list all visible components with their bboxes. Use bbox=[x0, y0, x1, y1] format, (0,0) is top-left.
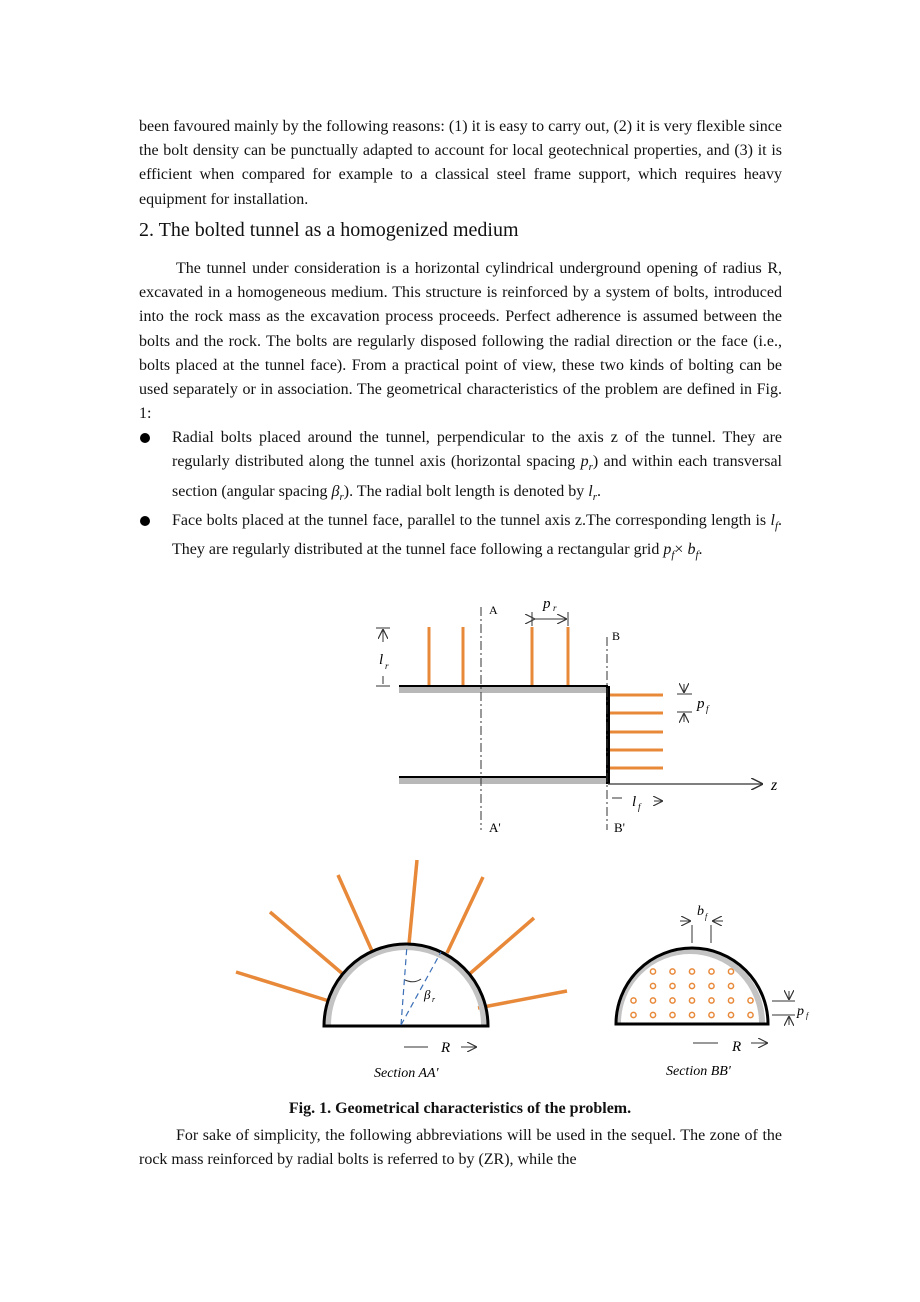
beta-sub: r bbox=[432, 995, 436, 1004]
face-bolt-dot bbox=[709, 1012, 714, 1017]
intro-paragraph: been favoured mainly by the following reasons: (1) it is easy to carry out, (2) it is very flexible since the bolt density can be punctually adapted to account for local geotechnical properties, and (3) it is efficient when compared for example to a classical steel frame support, which requires heavy equipment for installation. bbox=[139, 118, 782, 208]
face-bolt-dot bbox=[650, 1012, 655, 1017]
pr-sub: r bbox=[553, 603, 557, 613]
face-bolt-dot bbox=[748, 1012, 753, 1017]
radial-bolt bbox=[236, 972, 329, 1001]
face-bolt-dot bbox=[631, 1012, 636, 1017]
figure-caption: Fig. 1. Geometrical characteristics of the problem. bbox=[288, 1100, 632, 1117]
face-bolt-dot bbox=[650, 969, 655, 974]
label-a: A bbox=[489, 603, 498, 617]
r-label-bb: R bbox=[732, 1039, 742, 1055]
face-bolt-dot bbox=[689, 983, 694, 988]
pr-label: p bbox=[543, 596, 551, 612]
final-paragraph: For sake of simplicity, the following abbreviations will be used in the sequel. The zone of the rock mass reinforced by radial bolts is referred to by (ZR), while the bbox=[139, 1127, 782, 1169]
section-aa-view bbox=[236, 860, 567, 1081]
face-bolt-dot bbox=[709, 998, 714, 1003]
face-bolt-dot bbox=[650, 983, 655, 988]
section-aa-label: Section AA' bbox=[374, 1066, 439, 1081]
face-bolt-dot bbox=[728, 969, 733, 974]
face-bolts bbox=[610, 695, 663, 768]
face-bolt-dot bbox=[631, 998, 636, 1003]
lr-label: l bbox=[379, 652, 384, 668]
face-bolt-dot bbox=[728, 983, 733, 988]
lr-sub: r bbox=[385, 661, 389, 671]
section-aa-radial-bolts bbox=[236, 860, 567, 1008]
pf-label: p bbox=[697, 696, 705, 712]
face-bolt-dot bbox=[709, 983, 714, 988]
section-heading: 2. The bolted tunnel as a homogenized medium bbox=[139, 219, 519, 241]
face-bolt-dot bbox=[728, 1012, 733, 1017]
r-label-aa: R bbox=[441, 1040, 451, 1056]
face-bolt-dot bbox=[728, 998, 733, 1003]
section-aa-shape bbox=[324, 944, 488, 1026]
pf-sub-bb: f bbox=[806, 1011, 809, 1020]
pf-sub: f bbox=[706, 704, 709, 714]
label-a-prime: A' bbox=[489, 820, 501, 835]
section-bb-view bbox=[616, 904, 810, 1079]
longitudinal-view bbox=[376, 596, 778, 835]
section-paragraph: The tunnel under consideration is a horizontal cylindrical underground opening of radius R, excavated in a homogeneous medium. This structure is reinforced by a system of bolts, introduced into the rock mass as the excavation process proceeds. Perfect adherence is assumed between the bolts and the rock. The bolts are regularly disposed following the radial direction or the face (i.e., bolts placed at the tunnel face). From a practical point of view, these two kinds of bolting can be used separately or in association. The geometrical characteristics of the problem are defined in Fig. 1: bbox=[139, 260, 782, 423]
lf-sub: f bbox=[638, 802, 641, 812]
face-bolt-dot bbox=[689, 998, 694, 1003]
label-b: B bbox=[612, 629, 621, 643]
section-bb-label: Section BB' bbox=[666, 1064, 731, 1079]
lf-label: l bbox=[632, 794, 637, 810]
face-bolt-dot bbox=[748, 998, 753, 1003]
radial-bolt bbox=[338, 875, 372, 951]
face-bolt-dot bbox=[670, 969, 675, 974]
section-bb-bolt-grid bbox=[631, 969, 753, 1018]
z-label: z bbox=[771, 777, 778, 794]
face-bolt-dot bbox=[670, 983, 675, 988]
radial-bolt bbox=[409, 860, 417, 944]
beta-label: β bbox=[424, 987, 431, 1002]
face-bolt-dot bbox=[709, 969, 714, 974]
face-bolt-dot bbox=[650, 998, 655, 1003]
pf-label-bb: p bbox=[797, 1004, 804, 1019]
radial-bolt bbox=[447, 877, 483, 953]
face-bolt-dot bbox=[670, 1012, 675, 1017]
label-b-prime: B' bbox=[614, 820, 626, 835]
face-bolt-dot bbox=[689, 1012, 694, 1017]
bullet-item-radial-bolts: Radial bolts placed around the tunnel, perpendicular to the axis z of the tunnel. They are regularly distributed along the tunnel axis (horizontal spacing $p_r$) and within each transversal section (angular spacing $\beta_r$). The radial bolt length is denoted by $l_r$. bbox=[139, 426, 782, 509]
bf-label: b bbox=[697, 904, 704, 919]
radial-bolt bbox=[270, 912, 344, 975]
bf-sub: f bbox=[705, 912, 708, 921]
face-bolt-dot bbox=[689, 969, 694, 974]
face-bolt-dot bbox=[670, 998, 675, 1003]
lining-bottom bbox=[399, 777, 608, 784]
bullet-item-face-bolts: Face bolts placed at the tunnel face, parallel to the tunnel axis z.The corresponding length is $l_f$. They are regularly distributed at the tunnel face following a rectangular grid $p_f\times b_f$. bbox=[139, 509, 782, 568]
radial-bolt bbox=[478, 991, 567, 1008]
lining-top bbox=[399, 686, 608, 693]
radial-bolt bbox=[466, 918, 534, 977]
radial-bolts bbox=[429, 627, 568, 686]
